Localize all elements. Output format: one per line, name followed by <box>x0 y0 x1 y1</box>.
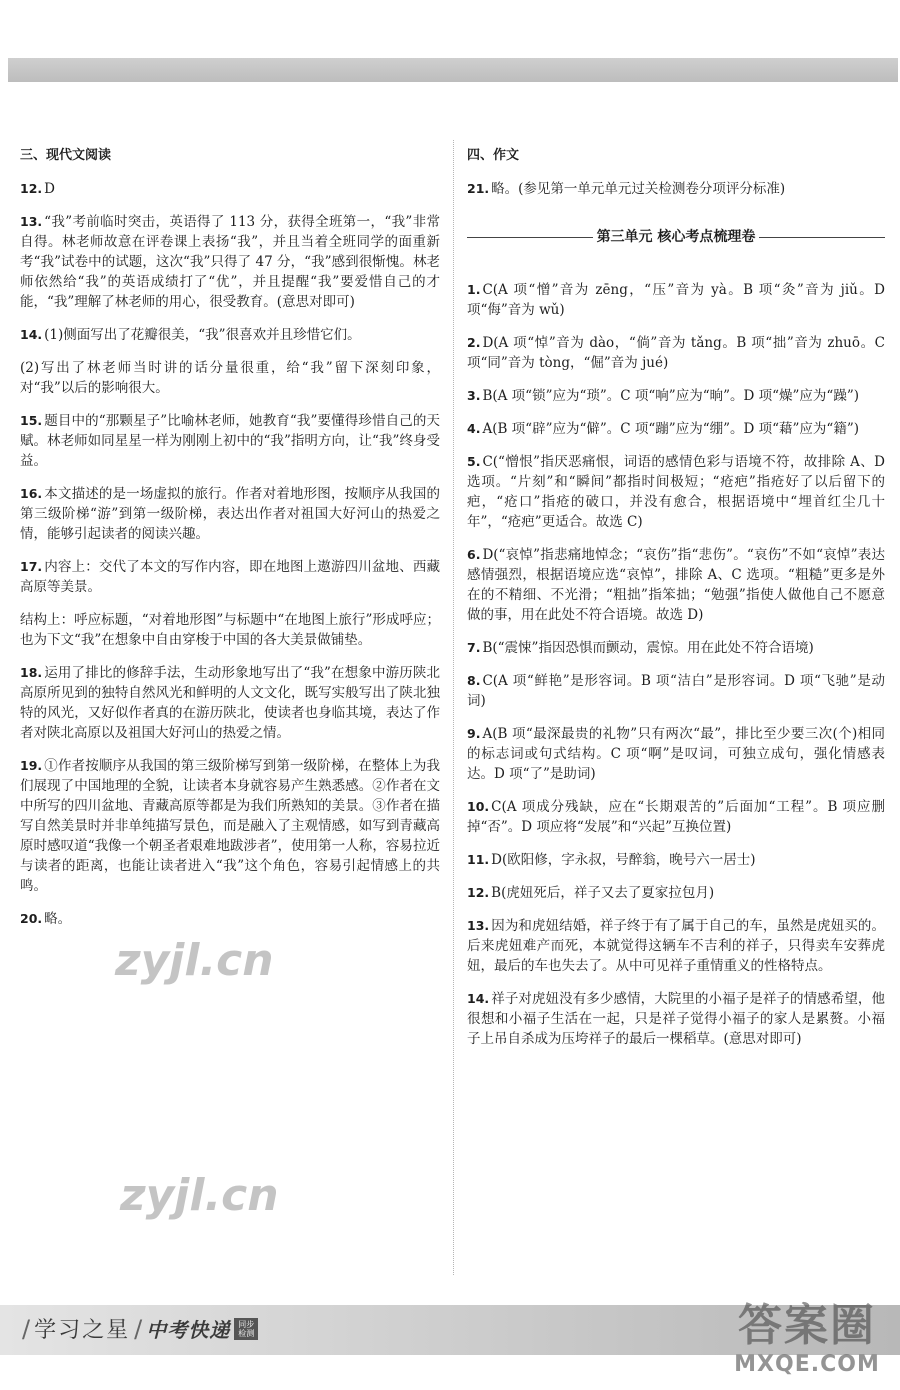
left-column <box>20 146 440 942</box>
answer-number: 13. <box>20 214 43 229</box>
right-column <box>467 146 885 1062</box>
answer-text: 运用了排比的修辞手法，生动形象地写出了“我”在想象中游历陕北高原所见到的独特自然风光和鲜明的人文文化，既写实般写出了陕北独特的风光，又好似作者真的在游历陕北，使读者也身临其境，表达了作者对陕北高原以及祖国大好河山的热爱之情。 <box>20 665 440 741</box>
answer-item <box>467 333 885 373</box>
answer-item <box>20 663 440 743</box>
answer-text: A(B 项“辟”应为“僻”。C 项“蹦”应为“绷”。D 项“藉”应为“籍”) <box>482 421 860 437</box>
slash-glyph: / <box>134 1314 143 1343</box>
header-band <box>8 58 898 82</box>
answer-item <box>467 989 885 1049</box>
answer-item <box>20 212 440 312</box>
corner-watermark <box>722 1300 892 1388</box>
essay-answer-list <box>467 179 885 199</box>
answer-item <box>467 671 885 711</box>
answer-number: 16. <box>20 486 43 501</box>
answer-paragraph <box>467 883 885 903</box>
answer-text: 祥子对虎妞没有多少感情，大院里的小福子是祥子的情感希望，他很想和小福子生活在一起，只是祥子觉得小福子的家人是累赘。小福子上吊自杀成为压垮祥子的最后一棵稻草。(意思对即可) <box>467 991 885 1047</box>
footer-brand <box>18 1313 258 1344</box>
answer-paragraph <box>467 797 885 837</box>
watermark-site-mid: zyjl.cn <box>115 935 274 986</box>
answer-text: B(虎妞死后，祥子又去了夏家拉包月) <box>491 885 715 901</box>
answer-text: (1)侧面写出了花瓣很美，“我”很喜欢并且珍惜它们。 <box>44 327 361 343</box>
answer-text: D(A 项“悼”音为 dào，“倘”音为 tǎng。B 项“拙”音为 zhuō。C 项“同”音为 tòng，“倔”音为 jué) <box>467 335 885 371</box>
watermark-site-low: zyjl.cn <box>120 1170 279 1221</box>
answer-paragraph <box>467 419 885 439</box>
answer-text: 结构上：呼应标题，“对着地形图”与标题中“在地图上旅行”形成呼应；也为下文“我”在想象中自由穿梭于中国的各大美景做铺垫。 <box>20 612 440 648</box>
answer-item <box>20 557 440 650</box>
answer-number: 2. <box>467 335 481 350</box>
answer-text: 因为和虎妞结婚，祥子终于有了属于自己的车，虽然是虎妞买的。后来虎妞难产而死，本就觉得这辆车不吉利的祥子，只得卖车安葬虎妞，最后的车也失去了。从中可见祥子重情重义的性格特点。 <box>467 918 885 974</box>
answer-number: 6. <box>467 547 481 562</box>
edition-tag: 同步检测 <box>234 1318 258 1340</box>
answer-item <box>467 386 885 406</box>
answer-item <box>20 756 440 896</box>
answer-text: B(“震悚”指因恐惧而颤动，震惊。用在此处不符合语境) <box>482 640 814 656</box>
answer-item <box>467 419 885 439</box>
answer-paragraph <box>20 212 440 312</box>
answer-item <box>467 452 885 532</box>
answer-number: 14. <box>20 327 43 342</box>
heading-rule-right <box>759 237 885 238</box>
answer-number: 12. <box>467 885 490 900</box>
answer-text: ①作者按顺序从我国的第三级阶梯写到第一级阶梯，在整体上为我们展现了中国地理的全貌，让读者本身就容易产生熟悉感。②作者在文中所写的四川盆地、青藏高原等都是为我们所熟知的美景。③作者在描写自然美景时并非单纯描写景色，而是融入了主观情感，如写到青藏高原时感叹道“我像一个朝圣者艰难地跋涉者”，使用第一人称，容易拉近与读者的距离，也能让读者进入“我”这个角色，容易引起情感上的共鸣。 <box>20 758 440 894</box>
answer-paragraph <box>20 909 440 929</box>
answer-text: D(欧阳修，字永叔，号醉翁，晚号六一居士) <box>491 852 756 868</box>
answer-paragraph <box>20 325 440 345</box>
left-answer-list <box>20 179 440 929</box>
answer-paragraph <box>20 358 440 398</box>
answer-text: 略。 <box>44 911 72 927</box>
answer-paragraph <box>467 850 885 870</box>
answer-paragraph <box>20 663 440 743</box>
answer-item <box>20 179 440 199</box>
answer-paragraph <box>467 671 885 711</box>
answer-number: 12. <box>20 181 43 196</box>
answer-number: 4. <box>467 421 481 436</box>
answer-number: 15. <box>20 413 43 428</box>
series-name: 中考快递 <box>146 1318 231 1342</box>
section-title-reading: 三、现代文阅读 <box>20 148 112 163</box>
answer-text: D <box>44 181 55 197</box>
answer-paragraph <box>467 179 885 199</box>
answer-paragraph <box>467 989 885 1049</box>
section-title-essay: 四、作文 <box>467 148 520 163</box>
answer-text: D(“哀悼”指悲痛地悼念；“哀伤”指“悲伤”。“哀伤”不如“哀悼”表达感情强烈，根据语境应选“哀悼”，排除 A、C 选项。“粗糙”更多是外在的不精细、不光滑；“粗拙”指笨拙；“勉强”指使人做他自己不愿意做的事，用在此处不符合语境。故选 D) <box>467 547 885 623</box>
column-divider <box>453 140 454 1275</box>
answer-number: 21. <box>467 181 490 196</box>
answer-paragraph <box>20 484 440 544</box>
unit-heading-text: 第三单元 核心考点梳理卷 <box>596 229 756 245</box>
answer-number: 5. <box>467 454 481 469</box>
answer-number: 20. <box>20 911 43 926</box>
answer-item <box>20 909 440 929</box>
answer-number: 13. <box>467 918 490 933</box>
answer-item <box>467 545 885 625</box>
answer-item <box>467 179 885 199</box>
answer-text: C(A 项“鲜艳”是形容词。B 项“洁白”是形容词。D 项“飞驰”是动词) <box>467 673 885 709</box>
answer-paragraph <box>467 545 885 625</box>
unit-heading <box>467 227 885 247</box>
answer-number: 3. <box>467 388 481 403</box>
answer-paragraph <box>20 411 440 471</box>
answer-paragraph <box>467 452 885 532</box>
answer-item <box>467 638 885 658</box>
answer-number: 14. <box>467 991 490 1006</box>
answer-number: 1. <box>467 282 481 297</box>
answer-number: 17. <box>20 559 43 574</box>
answer-text: C(A 项成分残缺，应在“长期艰苦的”后面加“工程”。B 项应删掉“否”。D 项应将“发展”和“兴起”互换位置) <box>467 799 885 835</box>
answer-paragraph <box>467 280 885 320</box>
answer-text: 题目中的“那颗星子”比喻林老师，她教育“我”要懂得珍惜自己的天赋。林老师如同星星一样为刚刚上初中的“我”指明方向，让“我”终身受益。 <box>20 413 440 469</box>
answer-item <box>467 280 885 320</box>
answer-number: 9. <box>467 726 481 741</box>
answer-paragraph <box>20 179 440 199</box>
answer-paragraph <box>20 557 440 597</box>
answer-number: 18. <box>20 665 43 680</box>
answer-paragraph <box>467 638 885 658</box>
slash-glyph: / <box>22 1314 31 1343</box>
answer-number: 8. <box>467 673 481 688</box>
answer-number: 11. <box>467 852 490 867</box>
answer-text: B(A 项“锁”应为“琐”。C 项“响”应为“晌”。D 项“燥”应为“躁”) <box>482 388 860 404</box>
heading-rule-left <box>467 237 593 238</box>
corner-site-text: MXQE.COM <box>734 1352 880 1377</box>
answer-text: C(A 项“憎”音为 zēng，“压”音为 yà。B 项“灸”音为 jiǔ。D 项“侮”音为 wǔ) <box>467 282 885 318</box>
answer-number: 10. <box>467 799 490 814</box>
answer-text: C(“憎恨”指厌恶痛恨，词语的感情色彩与语境不符，故排除 A、D 选项。“片刻”和“瞬间”都指时间极短；“疮疤”指疮好了以后留下的疤，“疮口”指疮的破口，并没有愈合，根据语境中“埋首红尘几十年”，“疮疤”更适合。故选 C) <box>467 454 885 530</box>
answer-text: “我”考前临时突击，英语得了 113 分，获得全班第一，“我”非常自得。林老师故意在评卷课上表扬“我”，并且当着全班同学的面重新考“我”试卷中的试题，这次“我”只得了 47 分，“我”感到很惭愧。林老师依然给“我”的英语成绩打了“优”，并且提醒“我”要爱惜自己的才能，“我”理解了林老师的用心，很受教育。(意思对即可) <box>20 214 440 310</box>
answer-item <box>467 916 885 976</box>
answer-text: 本文描述的是一场虚拟的旅行。作者对着地形图，按顺序从我国的第三级阶梯“游”到第一级阶梯，表达出作者对祖国大好河山的热爱之情，能够引起读者的阅读兴趣。 <box>20 486 440 542</box>
corner-logo-text: 答案圈 <box>738 1300 876 1351</box>
answer-number: 19. <box>20 758 43 773</box>
answer-item <box>20 325 440 398</box>
answer-paragraph <box>467 333 885 373</box>
answer-text: (2)写出了林老师当时讲的话分量很重，给“我”留下深刻印象，对“我”以后的影响很大。 <box>20 360 440 396</box>
answer-item <box>467 797 885 837</box>
answer-item <box>20 484 440 544</box>
answer-item <box>20 411 440 471</box>
answer-item <box>467 883 885 903</box>
answer-paragraph <box>467 724 885 784</box>
answer-text: A(B 项“最深最贵的礼物”只有两次“最”，排比至少要三次(个)相同的标志词或句式结构。C 项“啊”是叹词，可独立成句，强化情感表达。D 项“了”是助词) <box>467 726 885 782</box>
answer-text: 略。(参见第一单元单元过关检测卷分项评分标准) <box>491 181 786 197</box>
brand-name: 学习之星 <box>34 1318 131 1343</box>
answer-number: 7. <box>467 640 481 655</box>
answer-paragraph <box>20 610 440 650</box>
answer-item <box>467 850 885 870</box>
answer-paragraph <box>467 386 885 406</box>
answer-paragraph <box>467 916 885 976</box>
answer-text: 内容上：交代了本文的写作内容，即在地图上遨游四川盆地、西藏高原等美景。 <box>20 559 440 595</box>
answer-item <box>467 724 885 784</box>
answer-paragraph <box>20 756 440 896</box>
right-answer-list <box>467 280 885 1049</box>
